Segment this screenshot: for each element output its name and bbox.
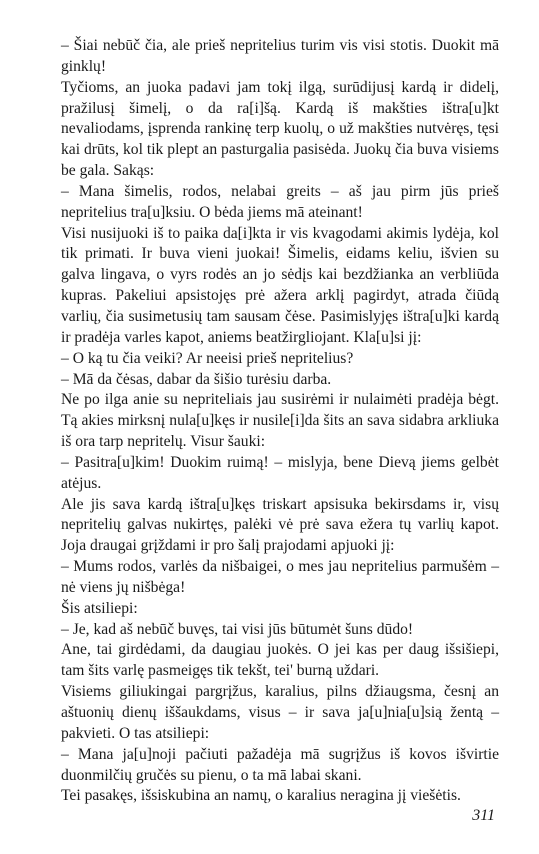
page-body-text (61, 36, 499, 807)
paragraph: Tyčioms, an juoka padavi jam tokį ilgą, surūdijusį kardą ir didelį, pražilusį šimelį, o da ra[i]šą. Kardą iš makšties ištra[u]kt nevaliodams, įsprenda rankinę terp kuolų, o už makšties nutvėręs, tęsi kai drūts, kol tik plept an pasturgalia pasisėda. Juokų čia buva visiems be gala. Sakąs: (61, 78, 499, 180)
paragraph: Ne po ilga anie su nepriteliais jau susirėmi ir nulaimėti pradėja bėgt. Tą akies mirksnį nula[u]kęs ir nusile[i]da šits an sava sidabra arkliuka iš ora tarp nepritelų. Visur šauki: (61, 391, 499, 451)
paragraph: – Pasitra[u]kim! Duokim ruimą! – mislyja, bene Dievą jiems gelbėt atėjus. (61, 453, 499, 492)
paragraph: – Mana ja[u]noji pačiuti pažadėja mā sugrįžus iš kovos išvirtie duonmilčių gručės su pienu, o ta mā labai skani. (61, 745, 499, 784)
paragraph: – Mā da čėsas, dabar da šišio turėsiu darba. (61, 370, 332, 388)
paragraph: Ane, tai girdėdami, da daugiau juokės. O jei kas per daug išsišiepi, tam šits varlę pasmeigęs tik tekšt, tei' burną uždari. (61, 641, 499, 680)
paragraph: – Šiai nebūč čia, ale prieš nepritelius turim vis visi stotis. Duokit mā ginklų! (61, 37, 499, 75)
page-number: 311 (472, 807, 495, 824)
paragraph: Tei pasakęs, išsiskubina an namų, o karalius neragina jį viešėtis. (61, 787, 461, 805)
paragraph: Visi nusijuoki iš to paika da[i]kta ir vis kvagodami akimis lydėja, kol tik primati. Ir buva vieni juokai! Šimelis, eidams keliu, išvien su galva lingava, o vyrs rodės an jo sėdįs kai bezdžianka an verbliūda kupras. Pakeliui apsistojęs prė ažera arklį pagirdyt, atrada čiūdą varlių, čia susimetusių tam sausam čėse. Pasimislyjęs ištra[u]ki kardą ir pradėja varles kapot, aniems beatžirgliojant. Kla[u]si jį: (61, 224, 499, 346)
paragraph: – Je, kad aš nebūč buvęs, tai visi jūs būtumėt šuns dūdo! (61, 620, 414, 638)
paragraph: Šis atsiliepi: (61, 599, 138, 617)
paragraph: – Mums rodos, varlės da nišbaigei, o mes jau nepritelius parmušėm – nė viens jų nišbėga! (61, 558, 499, 596)
paragraph: – O ką tu čia veiki? Ar neeisi prieš nepritelius? (61, 349, 354, 367)
paragraph: Ale jis sava kardą ištra[u]kęs triskart apsisuka bekirsdams ir, visų nepritelių galvas nukirtęs, palėki vė prė sava ežera tų varlių kapot. Joja draugai grįždami ir pro šalį prajodami apjuoki jį: (61, 495, 499, 555)
paragraph: – Mana šimelis, rodos, nelabai greits – aš jau pirm jūs prieš nepritelius tra[u]ksiu. O bėda jiems mā ateinant! (61, 182, 499, 221)
paragraph: Visiems giliukingai pargrįžus, karalius, pilns džiaugsma, česnį an aštuonių dienų iššaukdams, visus – ir sava ja[u]nia[u]sią žentą – pakvieti. O tas atsiliepi: (61, 683, 499, 742)
